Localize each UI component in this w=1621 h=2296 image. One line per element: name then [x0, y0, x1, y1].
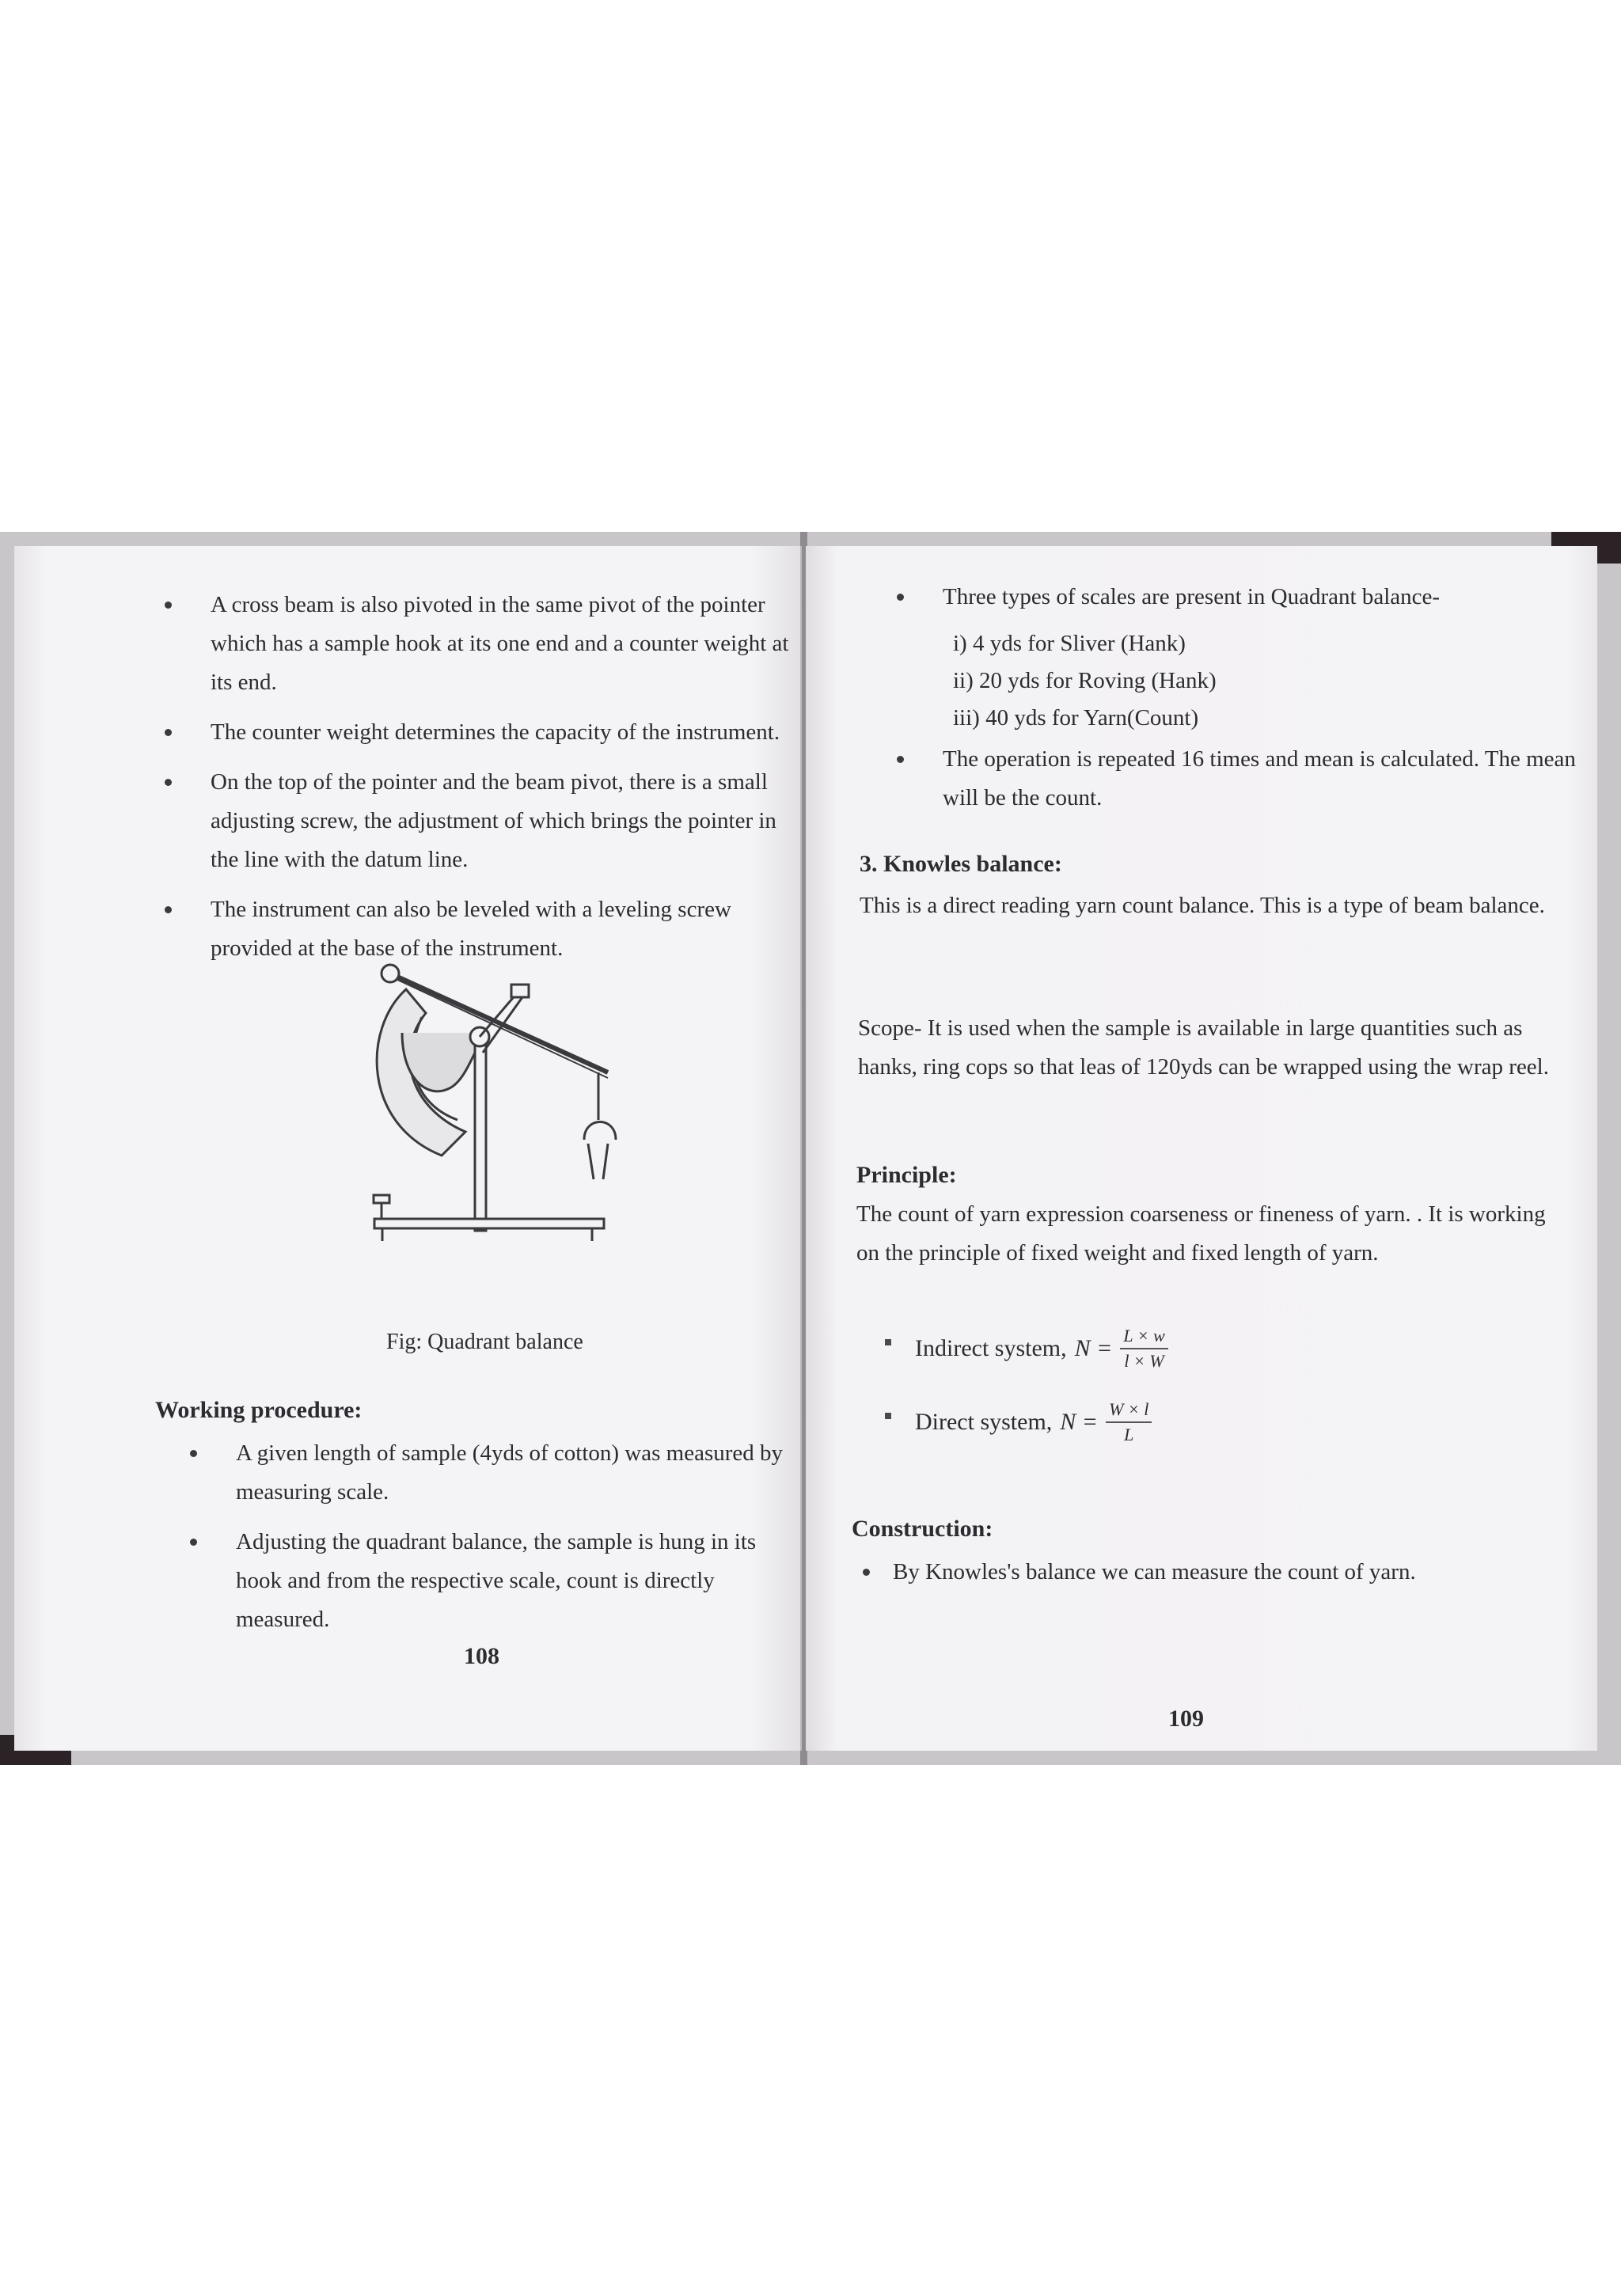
direct-system-formula: Direct system, N = $\frac{W \times l}{L}$ [885, 1399, 1152, 1445]
figure-caption: Fig: Quadrant balance [386, 1330, 583, 1354]
list-item: A given length of sample (4yds of cotton) was measured by measuring scale. [190, 1434, 807, 1512]
construction-bullet-list [863, 1553, 1575, 1603]
scales-list [953, 625, 1217, 737]
list-item: By Knowles's balance we can measure the count of yarn. [863, 1553, 1575, 1592]
book-spread [0, 532, 1621, 1765]
principle-text: The count of yarn expression coarseness or fineness of yarn. . It is working on the principle of fixed weight and fixed length of yarn. [856, 1201, 1546, 1266]
list-item: The counter weight determines the capacity of the instrument. [165, 713, 798, 752]
list-item: Three types of scales are present in Quadrant balance- [897, 578, 1562, 617]
bullet-icon [190, 1450, 197, 1457]
page-number-left: 108 [464, 1643, 499, 1669]
bullet-icon [165, 602, 172, 609]
principle-heading: Principle: [856, 1162, 957, 1188]
construction-heading: Construction: [852, 1516, 993, 1542]
quadrant-balance-figure [347, 958, 679, 1243]
scale-item: i) 4 yds for Sliver (Hank) [953, 631, 1186, 656]
bullet-icon [885, 1413, 891, 1419]
bullet-icon [165, 729, 172, 736]
scope-text: Scope- It is used when the sample is available in large quantities such as hanks, ring cops so that leas of 120yds can be wrapped using the wrap reel. [858, 1015, 1549, 1080]
scales-bullet-list [897, 578, 1562, 628]
list-item: The instrument can also be leveled with a leveling screw provided at the base of the instrument. [165, 890, 798, 968]
bullet-icon [165, 906, 172, 913]
list-item: On the top of the pointer and the beam pivot, there is a small adjusting screw, the adjustment of which brings the pointer in the line with the datum line. [165, 763, 798, 879]
indirect-system-formula: Indirect system, N = $\frac{L \times w}{l \times W}$ [885, 1326, 1168, 1372]
bullet-icon [863, 1569, 870, 1576]
right-page [806, 546, 1597, 1751]
knowles-heading: 3. Knowles balance: [860, 851, 1062, 877]
list-item: The operation is repeated 16 times and mean is calculated. The mean will be the count. [897, 740, 1585, 818]
bullet-icon [165, 779, 172, 786]
scale-item: ii) 20 yds for Roving (Hank) [953, 668, 1217, 693]
working-bullet-list [190, 1434, 807, 1650]
left-bullet-list [165, 586, 798, 979]
scale-item: iii) 40 yds for Yarn(Count) [953, 705, 1199, 731]
repeat-bullet-list [897, 740, 1585, 829]
bullet-icon [897, 756, 904, 763]
fraction: $\frac{W \times l}{L}$ [1106, 1399, 1152, 1445]
bullet-icon [885, 1339, 891, 1345]
working-procedure-heading: Working procedure: [155, 1397, 363, 1423]
page-number-right: 109 [1168, 1706, 1204, 1732]
list-item: Adjusting the quadrant balance, the sample is hung in its hook and from the respective scale, count is directly measured. [190, 1523, 807, 1639]
bullet-icon [897, 594, 904, 601]
bullet-icon [190, 1539, 197, 1546]
list-item: A cross beam is also pivoted in the same pivot of the pointer which has a sample hook at its one end and a counter weight at its end. [165, 586, 798, 702]
fraction: $\frac{L \times w}{l \times W}$ [1120, 1326, 1167, 1372]
knowles-text: This is a direct reading yarn count balance. This is a type of beam balance. [860, 893, 1545, 918]
left-page [14, 546, 802, 1751]
